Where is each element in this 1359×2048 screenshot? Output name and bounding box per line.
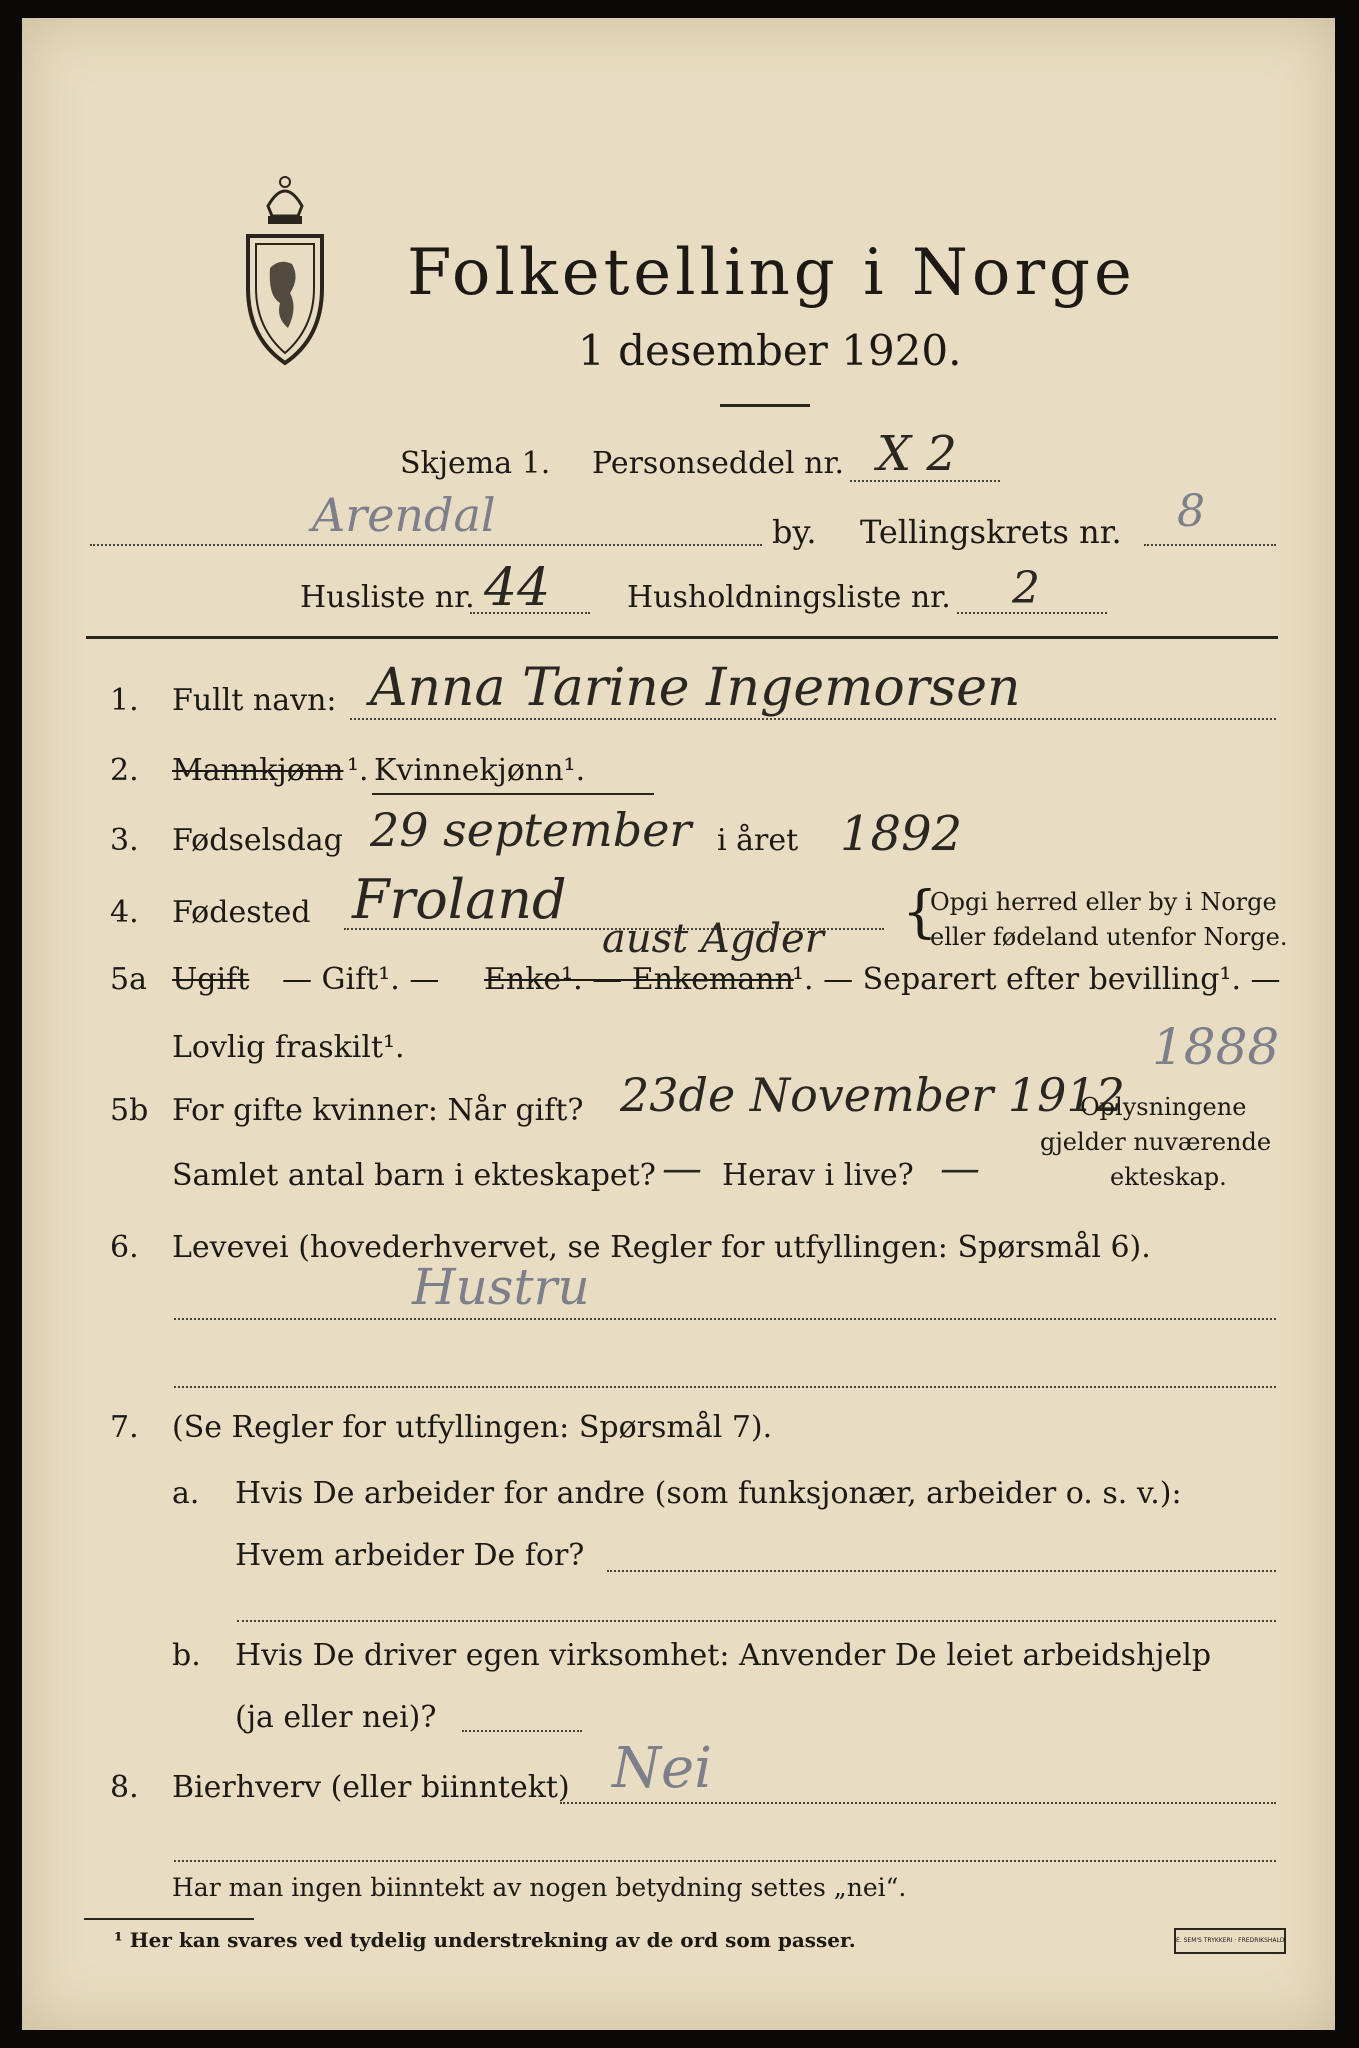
footnote-divider	[84, 1918, 254, 1920]
footnote: ¹ Her kan svares ved tydelig understrekning av de ord som passer.	[114, 1928, 856, 1952]
q5a-enke: Enke¹. — Enkemann	[484, 962, 794, 997]
q5a-pencil-note: 1888	[1152, 1018, 1280, 1076]
by-line	[90, 544, 762, 546]
q2-female-underline	[372, 793, 654, 795]
q5b-label: For gifte kvinner: Når gift?	[172, 1093, 584, 1128]
q7b-label: Hvis De driver egen virksomhet: Anvender De leiet arbeidshjelp	[235, 1638, 1212, 1673]
q6-number: 6.	[110, 1230, 139, 1265]
q5b-children-label: Samlet antal barn i ekteskapet?	[172, 1158, 656, 1193]
q7b-line	[462, 1730, 582, 1732]
q3-year-value: 1892	[840, 806, 963, 862]
coat-of-arms-icon	[240, 168, 330, 368]
q2-number: 2.	[110, 753, 139, 788]
husliste-value: 44	[484, 558, 551, 618]
q6-value: Hustru	[412, 1258, 590, 1316]
q5b-alive-label: Herav i live?	[722, 1158, 914, 1193]
q5b-alive-value: —	[940, 1146, 980, 1192]
q8-line	[560, 1802, 1276, 1804]
husholdning-value: 2	[1012, 563, 1040, 614]
q6-line1	[174, 1318, 1276, 1320]
footer-note: Har man ingen biinntekt av nogen betydning settes „nei“.	[172, 1873, 907, 1902]
q5a-ugift: Ugift	[172, 962, 250, 997]
tellingskrets-value: 8	[1177, 486, 1205, 537]
q1-value: Anna Tarine Ingemorsen	[370, 658, 1021, 718]
q1-number: 1.	[110, 683, 139, 718]
q7a-line2	[237, 1620, 1276, 1622]
q7a-line1	[607, 1570, 1276, 1572]
husliste-label: Husliste nr.	[300, 580, 475, 615]
by-value: Arendal	[312, 488, 496, 542]
q7-label: (Se Regler for utfyllingen: Spørsmål 7).	[172, 1410, 773, 1445]
husholdning-label: Husholdningsliste nr.	[627, 580, 951, 615]
tellingskrets-line	[1144, 544, 1276, 546]
personseddel-label: Personseddel nr.	[592, 446, 845, 481]
q7b-sub: (ja eller nei)?	[235, 1700, 437, 1735]
q5a-number: 5a	[110, 962, 147, 997]
q7a-sub: Hvem arbeider De for?	[235, 1538, 585, 1573]
q5b-note2: gjelder nuværende	[1040, 1128, 1272, 1156]
q5b-note1: Oplysningene	[1080, 1093, 1247, 1121]
schema-label: Skjema 1.	[400, 446, 551, 481]
form-title: Folketelling i Norge	[407, 236, 1136, 310]
q3-day-value: 29 september	[370, 803, 692, 857]
q4-brace: {	[902, 880, 938, 945]
q2-female: Kvinnekjønn¹.	[374, 753, 586, 788]
form-date: 1 desember 1920.	[578, 326, 962, 375]
q4-value: Froland	[352, 868, 567, 931]
q8-value: Nei	[612, 1736, 713, 1801]
census-form	[22, 18, 1335, 2030]
q5a-fraskilt: Lovlig fraskilt¹.	[172, 1030, 405, 1065]
q1-line	[350, 718, 1276, 720]
q6-label: Levevei (hovederhvervet, se Regler for utfyllingen: Spørsmål 6).	[172, 1230, 1151, 1265]
q7a-label: Hvis De arbeider for andre (som funksjonær, arbeider o. s. v.):	[235, 1476, 1182, 1511]
by-label: by.	[772, 513, 817, 551]
q3-label: Fødselsdag	[172, 823, 343, 858]
q8-number: 8.	[110, 1770, 139, 1805]
q3-year-label: i året	[717, 823, 799, 858]
q1-label: Fullt navn:	[172, 683, 337, 718]
q5a-separert: ¹. — Separert efter bevilling¹. —	[792, 962, 1281, 997]
q7b-number: b.	[172, 1638, 201, 1673]
q5b-note3: ekteskap.	[1110, 1163, 1227, 1191]
q8-line2	[174, 1860, 1276, 1862]
header-divider	[86, 636, 1278, 639]
q4-label: Fødested	[172, 895, 311, 930]
tellingskrets-label: Tellingskrets nr.	[860, 513, 1122, 551]
q4-value2: aust Agder	[602, 916, 824, 962]
printer-stamp: E. SEM'S TRYKKERI · FREDRIKSHALD	[1174, 1928, 1286, 1954]
q5b-number: 5b	[110, 1093, 149, 1128]
q7a-number: a.	[172, 1476, 200, 1511]
title-underline	[720, 404, 810, 407]
q6-line2	[174, 1386, 1276, 1388]
q5b-children-value: —	[662, 1146, 702, 1192]
q2-male: Mannkjønn	[172, 753, 344, 788]
q4-note2: eller fødeland utenfor Norge.	[930, 923, 1288, 951]
q2-male-mark: ¹.	[347, 753, 369, 788]
q4-number: 4.	[110, 895, 139, 930]
q3-number: 3.	[110, 823, 139, 858]
q4-note1: Opgi herred eller by i Norge	[930, 888, 1277, 916]
q5b-value: 23de November 1912	[620, 1068, 1125, 1122]
q8-label: Bierhverv (eller biinntekt)	[172, 1770, 570, 1805]
q5a-gift: — Gift¹. —	[282, 962, 440, 997]
q7-number: 7.	[110, 1410, 139, 1445]
personseddel-value: X 2	[877, 426, 957, 482]
